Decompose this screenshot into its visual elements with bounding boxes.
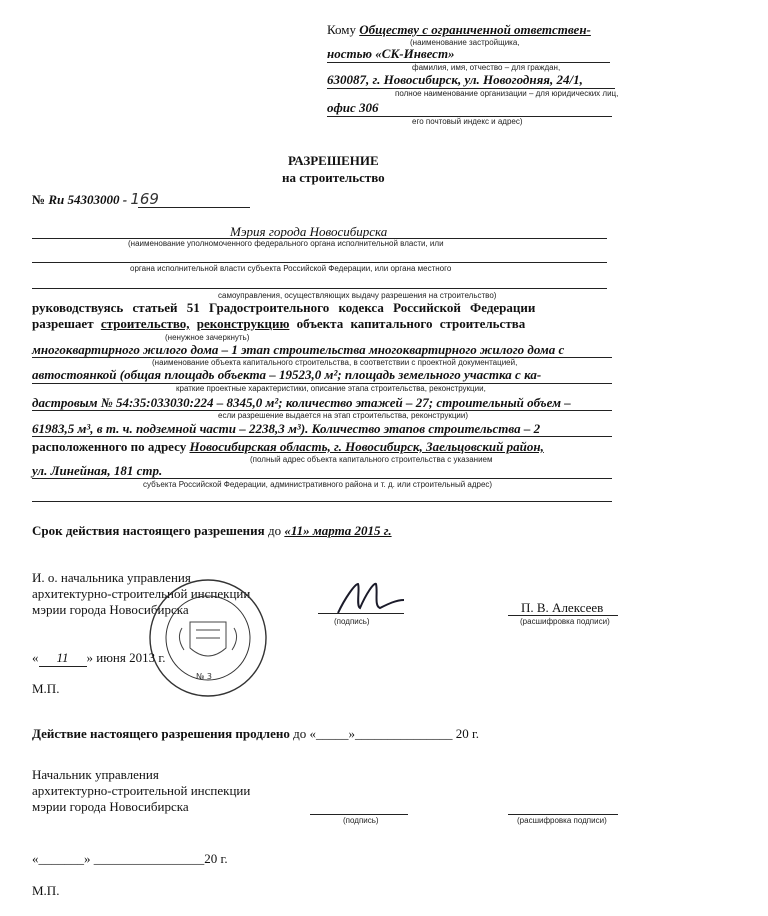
ext-sign-caption: (подпись) [343,816,379,825]
recipient-line-1: Кому Обществу с ограниченной ответствен- [327,22,591,37]
object-line-3: дастровым № 54:35:033030:224 – 8345,0 м²; количество этажей – 27; строительный объем – [32,395,571,410]
signer-position: И. о. начальника управления архитектурно-строительной инспекции мэрии города Новосибирска [32,570,251,617]
extension-line: Действие настоящего разрешения продлено до «_____»_______________ 20 г. [32,726,480,741]
strike-caption: (ненужное зачеркнуть) [165,333,250,342]
authority-name: Мэрия города Новосибирска [230,224,388,239]
recipient-caption-2: фамилия, имя, отчество – для граждан, [412,63,561,72]
signature-mark [330,578,410,618]
validity-line: Срок действия настоящего разрешения до «11» марта 2015 г. [32,523,392,538]
body-line-1: руководствуясь статьей 51 Градостроительного кодекса Российской Федерации [32,300,536,315]
rule [32,262,607,263]
rule [318,613,404,614]
authority-caption-2: органа исполнительной власти субъекта Российской Федерации, или органа местного [130,264,452,273]
rule [32,288,607,289]
seal-number: № 3 [196,672,212,681]
extension-stamp-place: М.П. [32,883,60,898]
authority-caption-1: (наименование уполномоченного федерального органа исполнительной власти, или [128,239,444,248]
stamp-place: М.П. [32,681,60,696]
rule [508,814,618,815]
address-line-2: ул. Линейная, 181 стр. [32,463,163,478]
rule [508,615,618,616]
address-line: расположенного по адресу Новосибирская область, г. Новосибирск, Заельцовский район, [32,439,544,454]
object-line-1: многоквартирного жилого дома – 1 этап строительства многоквартирного жилого дома с [32,342,565,357]
body-line-2: разрешает строительство, реконструкцию объекта капитального строительства [32,316,526,331]
sign-caption: (подпись) [334,617,370,626]
ext-name-caption: (расшифровка подписи) [517,816,607,825]
recipient-caption-1: (наименование застройщика, [410,38,520,47]
rule [32,478,612,479]
recipient-line-3: 630087, г. Новосибирск, ул. Новогодняя, 24/1, [327,72,583,87]
name-caption: (расшифровка подписи) [520,617,610,626]
object-caption-3: если разрешение выдается на этап строительства, реконструкции) [218,411,469,420]
authority-caption-3: самоуправления, осуществляющих выдачу разрешения на строительство) [218,291,497,300]
object-line-4: 61983,5 м³, в т. ч. подземной части – 2238,3 м³). Количество этапов строительства – 2 [32,421,541,436]
rule [32,436,612,437]
rule [32,501,612,502]
sign-date: « 11 » июня 2013 г. [32,650,166,665]
page-subtitle: на строительство [282,170,385,185]
recipient-line-4: офис 306 [327,100,379,115]
extension-date: «_______» _________________20 г. [32,851,228,866]
address-caption-2: субъекта Российской Федерации, административного района и т. д. или строительный адрес) [143,480,493,489]
address-caption: (полный адрес объекта капитального строительства с указанием [250,455,493,464]
recipient-line-2: ностью «СК-Инвест» [327,46,455,61]
object-caption-1: (наименование объекта капитального строительства, в соответствии с проектной документацией, [152,358,518,367]
recipient-caption-3: полное наименование организации – для юридических лиц, [395,89,619,98]
object-line-2: автостоянкой (общая площадь объекта – 19523,0 м²; площадь земельного участка с ка- [32,367,542,382]
extension-position: Начальник управления архитектурно-строительной инспекции мэрии города Новосибирска [32,767,251,814]
object-caption-2: краткие проектные характеристики, описание этапа строительства, реконструкции, [176,384,486,393]
signer-name: П. В. Алексеев [521,600,604,615]
rule [138,207,250,208]
recipient-caption-4: его почтовый индекс и адрес) [412,117,523,126]
rule [310,814,408,815]
permit-number: № Ru 54303000 - 169 [32,190,159,208]
page-title: РАЗРЕШЕНИЕ [288,153,379,168]
